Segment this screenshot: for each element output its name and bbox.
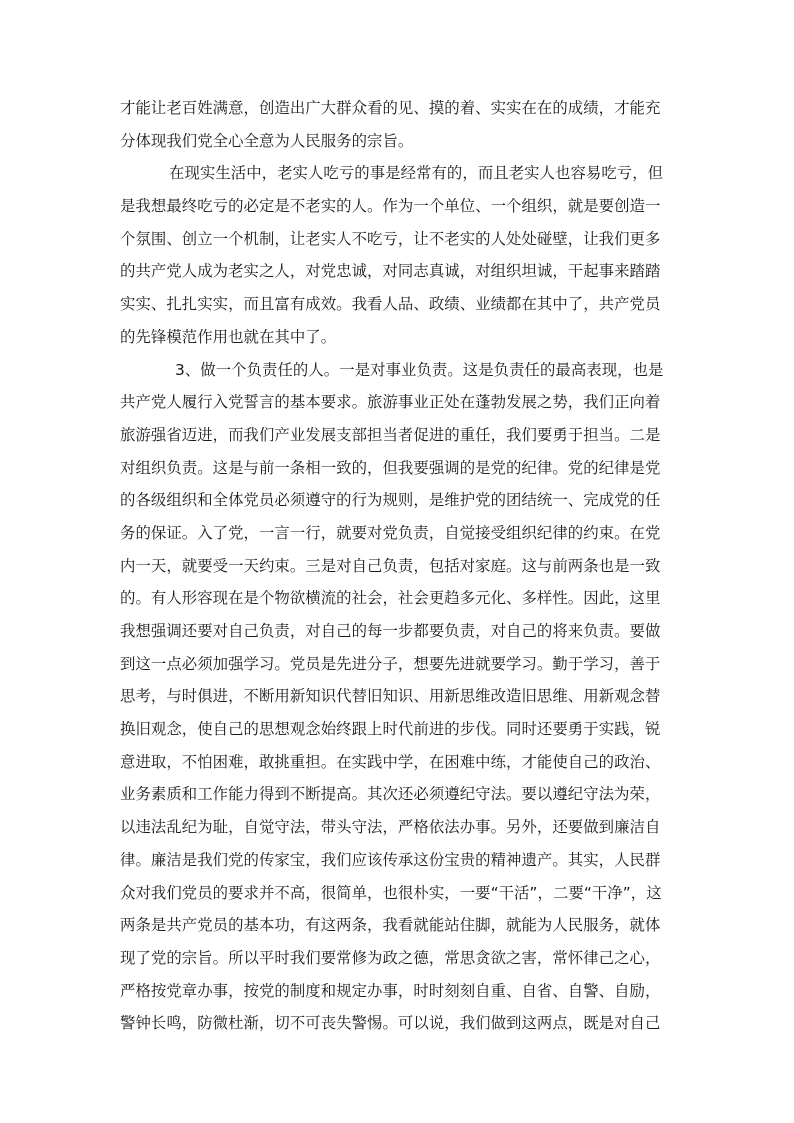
text-line: 意进取，不怕困难，敢挑重担。在实践中学，在困难中练，才能使自己的政治、 xyxy=(120,752,661,771)
text-line: 才能让老百姓满意，创造出广大群众看的见、摸的着、实实在在的成绩，才能充 xyxy=(120,99,661,117)
paragraph-2 xyxy=(120,157,682,353)
text-line: 业务素质和工作能力得到不断提高。其次还必须遵纪守法。要以遵纪守法为荣， xyxy=(120,785,661,804)
text-line: 众对我们党员的要求并不高，很简单，也很朴实，一要“干活”，二要“干净”，这 xyxy=(120,883,662,902)
text-line: 内一天，就要受一天约束。三是对自己负责，包括对家庭。这与前两条也是一致 xyxy=(120,556,661,575)
paragraph-3 xyxy=(120,354,682,1040)
text-line: 旅游强省迈进，而我们产业发展支部担当者促进的重任，我们要勇于担当。二是 xyxy=(120,425,661,444)
text-line: 换旧观念，使自己的思想观念始终跟上时代前进的步伐。同时还要勇于实践，锐 xyxy=(120,720,661,739)
text-line: 到这一点必须加强学习。党员是先进分子，想要先进就要学习。勤于学习，善于 xyxy=(120,654,661,673)
text-line: 务的保证。入了党，一言一行，就要对党负责，自觉接受组织纪律的约束。在党 xyxy=(120,523,661,542)
paragraph-1 xyxy=(120,92,682,157)
body-text xyxy=(120,92,682,1040)
text-line: 我想强调还要对自己负责，对自己的每一步都要负责，对自己的将来负责。要做 xyxy=(120,622,661,640)
text-line: 的各级组织和全体党员必须遵守的行为规则，是维护党的团结统一、完成党的任 xyxy=(120,491,661,510)
text-line: 个氛围、创立一个机制，让老实人不吃亏，让不老实的人处处碰壁，让我们更多 xyxy=(120,229,661,248)
text-line: 的。有人形容现在是个物欲横流的社会，社会更趋多元化、多样性。因此，这里 xyxy=(120,589,661,608)
text-line: 以违法乱纪为耻，自觉守法，带头守法，严格依法办事。另外，还要做到廉洁自 xyxy=(120,818,661,837)
text-line: 现了党的宗旨。所以平时我们要常修为政之德，常思贪欲之害，常怀律己之心， xyxy=(120,948,661,967)
text-line: 共产党人履行入党誓言的基本要求。旅游事业正处在蓬勃发展之势，我们正向着 xyxy=(120,393,661,412)
text-line: 是我想最终吃亏的必定是不老实的人。作为一个单位、一个组织，就是要创造一 xyxy=(120,197,661,216)
text-line: 思考，与时俱进，不断用新知识代替旧知识、用新思维改造旧思维、用新观念替 xyxy=(120,687,661,706)
text-line: 3、做一个负责任的人。一是对事业负责。这是负责任的最高表现，也是 xyxy=(175,360,664,379)
text-line: 分体现我们党全心全意为人民服务的宗旨。 xyxy=(120,131,414,150)
text-line: 实实、扎扎实实，而且富有成效。我看人品、政绩、业绩都在其中了，共产党员 xyxy=(120,295,661,314)
text-line: 警钟长鸣，防微杜渐，切不可丧失警惕。可以说，我们做到这两点，既是对自己 xyxy=(120,1014,661,1033)
text-line: 的先锋模范作用也就在其中了。 xyxy=(120,327,337,346)
text-line: 严格按党章办事，按党的制度和规定办事，时时刻刻自重、自省、自警、自励， xyxy=(120,981,661,1000)
text-line: 的共产党人成为老实之人，对党忠诚，对同志真诚，对组织坦诚，干起事来踏踏 xyxy=(120,262,661,281)
text-line: 在现实生活中，老实人吃亏的事是经常有的，而且老实人也容易吃亏，但 xyxy=(169,164,664,183)
text-line: 对组织负责。这是与前一条相一致的，但我要强调的是党的纪律。党的纪律是党 xyxy=(120,458,661,477)
text-line: 两条是共产党员的基本功，有这两条，我看就能站住脚，就能为人民服务，就体 xyxy=(120,916,661,935)
text-line: 律。廉洁是我们党的传家宝，我们应该传承这份宝贵的精神遗产。其实，人民群 xyxy=(120,850,661,869)
